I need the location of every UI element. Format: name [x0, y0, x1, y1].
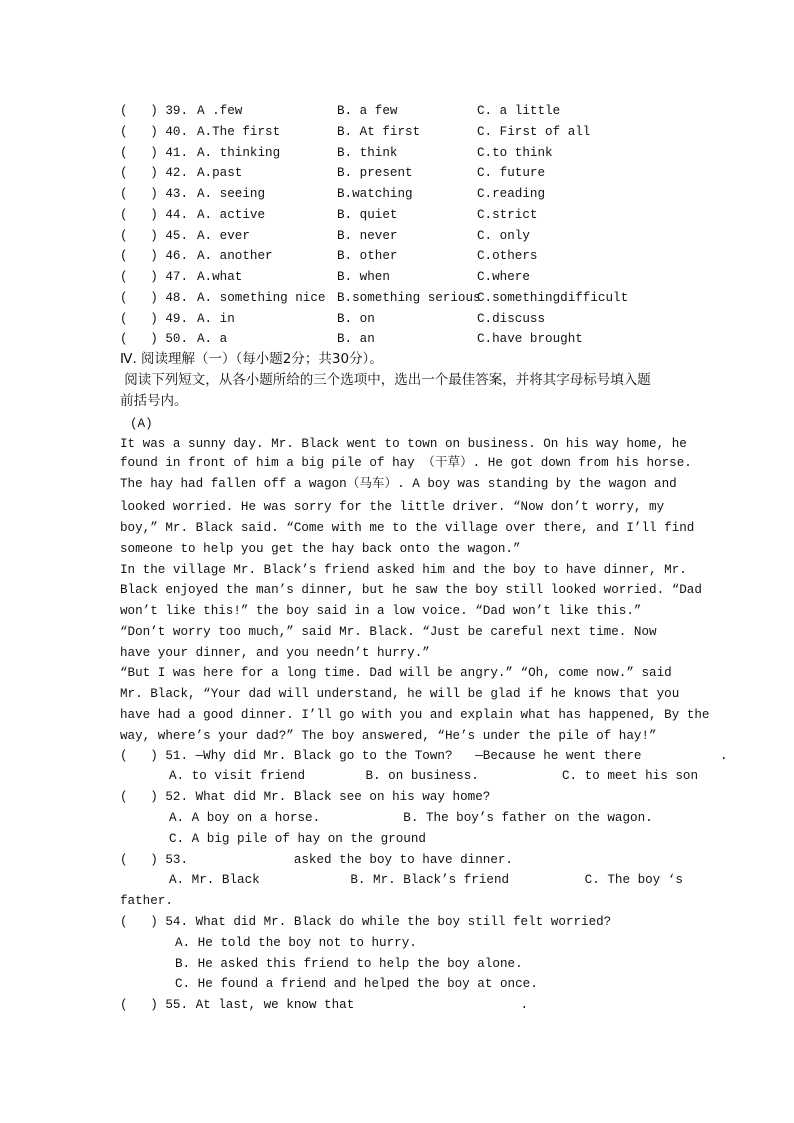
passage-line: way, where’s your dad?” The boy answered, “He’s under the pile of hay!”	[120, 729, 657, 743]
option-a: A.The first	[197, 124, 281, 139]
option-a: A. seeing	[197, 187, 266, 201]
option-b: B. think	[337, 145, 398, 160]
passage-line: have had a good dinner. I’ll go with you and explain what has happened, By the	[120, 708, 710, 722]
question-54-option-c: C. He found a friend and helped the boy at once.	[175, 977, 538, 991]
option-c: C.strict	[477, 207, 538, 222]
option-a: A. a	[197, 332, 228, 347]
option-b: B.watching	[337, 187, 413, 201]
passage-line: found in front of him a big pile of hay （干草）. He got down from his horse.	[120, 456, 692, 470]
option-b: B. At first	[337, 124, 421, 139]
question-51-period: .	[720, 749, 728, 763]
option-b: B.something serious	[337, 290, 481, 305]
question-51-options: A. to visit friend B. on business. C. to meet his son	[169, 769, 699, 783]
question-53-options-cont: father.	[120, 894, 173, 908]
passage-label: (A)	[130, 417, 153, 431]
option-b: B. other	[337, 249, 398, 264]
question-51: ( ) 51. —Why did Mr. Black go to the Town? —Because he went there	[120, 749, 642, 763]
question-number: ( ) 47.	[120, 270, 189, 284]
passage-line: someone to help you get the hay back onto the wagon.”	[120, 542, 521, 556]
passage-line: won’t like this!” the boy said in a low voice. “Dad won’t like this.”	[120, 604, 642, 618]
option-a: A. ever	[197, 228, 250, 243]
option-a: A. another	[197, 249, 273, 264]
passage-line: “Don’t worry too much,” said Mr. Black. “Just be careful next time. Now	[120, 625, 657, 639]
passage-line: looked worried. He was sorry for the little driver. “Now don’t worry, my	[120, 500, 665, 514]
question-number: ( ) 43.	[120, 187, 189, 201]
question-number: ( ) 49.	[120, 311, 189, 326]
passage-line: Mr. Black, “Your dad will understand, he will be glad if he knows that you	[120, 687, 680, 701]
option-a: A.what	[197, 270, 243, 284]
option-c: C.somethingdifficult	[477, 290, 629, 305]
passage-line: The hay had fallen off a wagon（马车）. A boy was standing by the wagon and	[120, 477, 677, 491]
option-b: B. a few	[337, 104, 398, 118]
passage-line: have your dinner, and you needn’t hurry.”	[120, 646, 430, 660]
passage-line: It was a sunny day. Mr. Black went to town on business. On his way home, he	[120, 437, 687, 451]
question-number: ( ) 42.	[120, 166, 189, 181]
question-52-option-c: C. A big pile of hay on the ground	[169, 832, 426, 846]
option-c: C.to think	[477, 145, 553, 160]
passage-line: Black enjoyed the man’s dinner, but he saw the boy still looked worried. “Dad	[120, 583, 702, 597]
option-c: C.others	[477, 249, 538, 264]
option-c: C.have brought	[477, 332, 583, 347]
question-53: ( ) 53. asked the boy to have dinner.	[120, 853, 513, 867]
option-b: B. never	[337, 228, 398, 243]
passage-line: In the village Mr. Black’s friend asked him and the boy to have dinner, Mr.	[120, 563, 687, 577]
question-number: ( ) 45.	[120, 228, 189, 243]
option-c: C. First of all	[477, 124, 591, 139]
option-a: A. in	[197, 311, 235, 326]
question-number: ( ) 50.	[120, 332, 189, 347]
section-title: Ⅳ. 阅读理解（一）（每小题2分；共30分）。	[120, 351, 383, 367]
option-b: B. present	[337, 166, 413, 181]
option-c: C. only	[477, 228, 530, 243]
option-c: C.where	[477, 270, 530, 284]
question-53-options: A. Mr. Black B. Mr. Black’s friend C. The boy ‘s	[169, 873, 683, 887]
question-number: ( ) 41.	[120, 145, 189, 160]
option-b: B. on	[337, 311, 375, 326]
option-a: A.past	[197, 166, 243, 181]
option-b: B. when	[337, 270, 390, 284]
question-52: ( ) 52. What did Mr. Black see on his way home?	[120, 790, 491, 804]
option-a: A. something nice	[197, 290, 326, 305]
passage-line: “But I was here for a long time. Dad will be angry.” “Oh, come now.” said	[120, 666, 672, 680]
question-number: ( ) 39.	[120, 104, 189, 118]
question-55: ( ) 55. At last, we know that .	[120, 998, 529, 1012]
question-54-option-b: B. He asked this friend to help the boy alone.	[175, 957, 523, 971]
passage-line: boy,” Mr. Black said. “Come with me to the village over there, and I’ll find	[120, 521, 695, 535]
question-number: ( ) 46.	[120, 249, 189, 264]
question-52-options-ab: A. A boy on a horse. B. The boy’s father on the wagon.	[169, 811, 653, 825]
section-instruction-cont: 前括号内。	[120, 393, 188, 409]
question-number: ( ) 40.	[120, 124, 189, 139]
option-c: C. future	[477, 166, 546, 181]
question-number: ( ) 48.	[120, 290, 189, 305]
question-number: ( ) 44.	[120, 207, 189, 222]
section-instruction: 阅读下列短文，从各小题所给的三个选项中，选出一个最佳答案，并将其字母标号填入题	[120, 372, 651, 388]
option-a: A. active	[197, 207, 266, 222]
option-b: B. an	[337, 332, 375, 347]
option-a: A. thinking	[197, 145, 281, 160]
option-b: B. quiet	[337, 207, 398, 222]
option-c: C.discuss	[477, 311, 546, 326]
option-c: C.reading	[477, 187, 546, 201]
option-a: A .few	[197, 104, 243, 118]
option-c: C. a little	[477, 104, 561, 118]
question-54: ( ) 54. What did Mr. Black do while the boy still felt worried?	[120, 915, 612, 929]
question-54-option-a: A. He told the boy not to hurry.	[175, 936, 417, 950]
